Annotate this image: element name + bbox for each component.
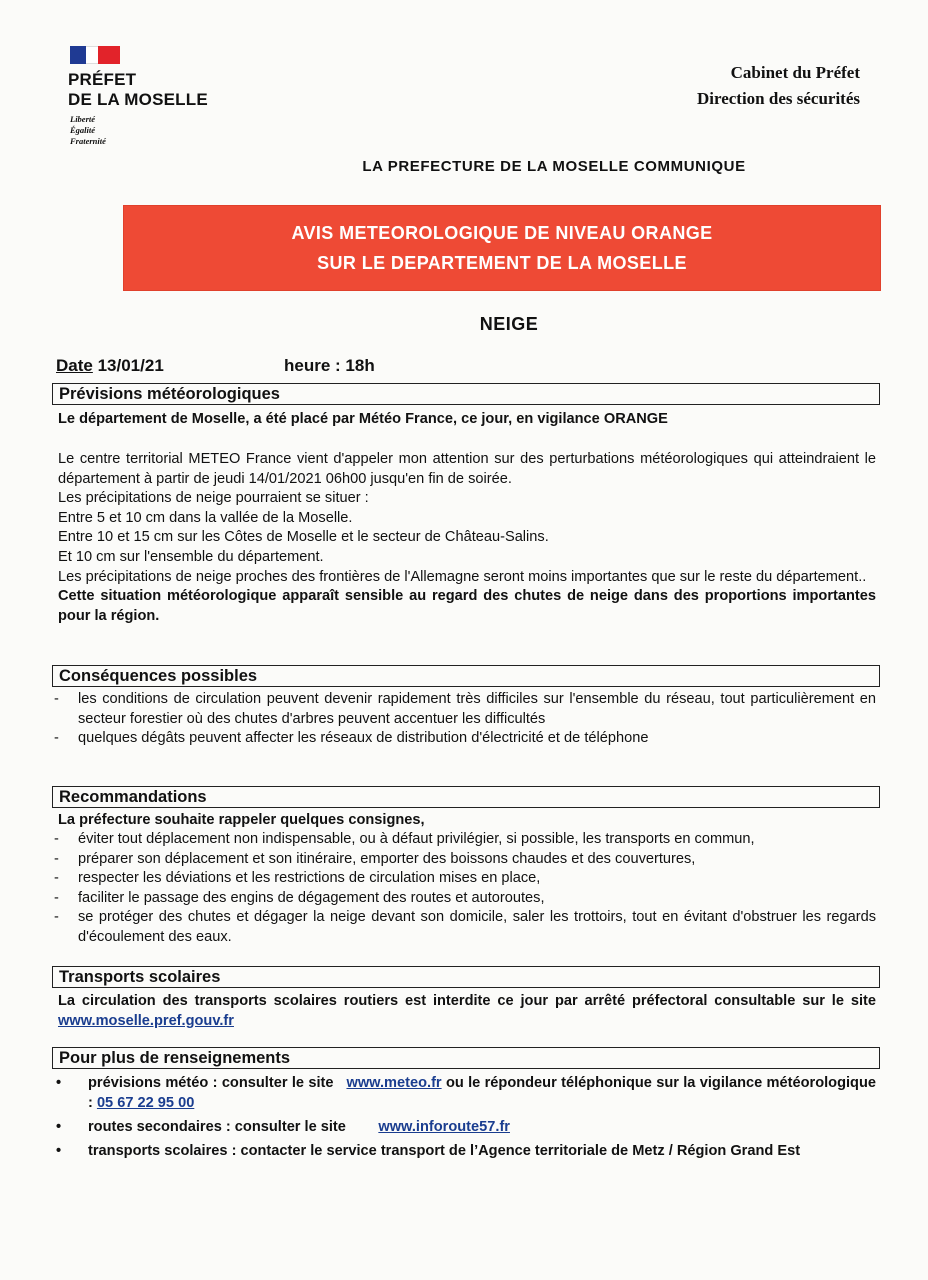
motto-egalite: Égalité (70, 125, 96, 135)
previsions-body (58, 450, 876, 626)
renseignements-list (52, 1073, 876, 1161)
marianne-flag-logo (70, 46, 120, 64)
transports-text (58, 992, 876, 1031)
transport-contact: transports scolaires : contacter le service transport de l’Agence territoriale de Metz / Région Grand Est (88, 1143, 801, 1159)
renseignements-heading: Pour plus de renseignements (52, 1047, 880, 1069)
previsions-p7: Cette situation météorologique apparaît sensible au regard des chutes de neige dans des proportions importantes pour la région. (58, 588, 876, 624)
vigilance-phone-number[interactable]: 05 67 22 95 00 (96, 1095, 195, 1111)
meteo-rest: ou le répondeur téléphonique sur la vigilance météorologique : (88, 1075, 876, 1111)
meteo-link[interactable]: www.meteo.fr (346, 1075, 442, 1091)
inforoute-link[interactable]: www.inforoute57.fr (378, 1119, 510, 1135)
alert-line-1: AVIS METEOROLOGIQUE DE NIVEAU ORANGE (291, 223, 713, 243)
motto-liberte: Liberté (70, 114, 96, 124)
list-item: - éviter tout déplacement non indispensable, ou à défaut privilégier, si possible, les transports en commun, (54, 831, 755, 847)
phenomenon-title: NEIGE (479, 314, 539, 334)
hour-label: heure (284, 356, 331, 375)
list-item: - quelques dégâts peuvent affecter les réseaux de distribution d'électricité et de téléphone (54, 730, 649, 747)
list-item: • routes secondaires : consulter le site www.inforoute57.fr (56, 1119, 510, 1135)
logo-line-2: DE LA MOSELLE (68, 90, 208, 109)
hour-value: : 18h (335, 356, 375, 375)
previsions-p6: Les précipitations de neige proches des frontières de l'Allemagne seront moins importantes que sur le reste du département.. (58, 568, 867, 585)
previsions-p5: Et 10 cm sur l'ensemble du département. (58, 548, 324, 565)
previsions-p3: Entre 5 et 10 cm dans la vallée de la Moselle. (58, 509, 353, 526)
list-item: - se protéger des chutes et dégager la neige devant son domicile, saler les trottoirs, tout en évitant d'obstruer les regards d'écoulement des eaux. (54, 909, 876, 945)
date-label: Date (56, 356, 93, 375)
list-item: - respecter les déviations et les restrictions de circulation mises en place, (54, 870, 541, 887)
previsions-p4: Entre 10 et 15 cm sur les Côtes de Moselle et le secteur de Château-Salins. (58, 529, 549, 546)
orange-alert-banner (124, 206, 880, 290)
recommandations-heading: Recommandations (52, 786, 880, 808)
hour-line (284, 356, 375, 376)
list-item: • transports scolaires : contacter le service transport de l’Agence territoriale de Metz / Région Grand Est (52, 1141, 876, 1161)
motto-fraternite: Fraternité (70, 136, 106, 146)
moselle-pref-link[interactable]: www.moselle.pref.gouv.fr (58, 1012, 234, 1029)
recommandations-intro: La préfecture souhaite rappeler quelques consignes, (58, 812, 425, 828)
meteo-label: prévisions météo : consulter le site (88, 1075, 334, 1091)
date-value: 13/01/21 (97, 356, 164, 375)
list-item: - les conditions de circulation peuvent devenir rapidement très difficiles sur l'ensemble du réseau, tout particulièrement en secteur forestier où des chutes d'arbres peuvent accentuer les difficultés (54, 691, 876, 727)
list-item: - faciliter le passage des engins de dégagement des routes et autoroutes, (54, 889, 545, 906)
republic-motto (70, 114, 106, 147)
transports-body: La circulation des transports scolaires routiers est interdite ce jour par arrêté préfectoral consultable sur le site (58, 993, 876, 1009)
consequences-heading: Conséquences possibles (52, 665, 880, 687)
list-item: • prévisions météo : consulter le site www.meteo.fr ou le répondeur téléphonique sur la vigilance météorologique : 05 67 22 95 00 (56, 1075, 876, 1111)
previsions-heading: Prévisions météorologiques (52, 383, 880, 405)
cabinet-title: Cabinet du Préfet (730, 63, 860, 82)
recommandations-list (52, 830, 876, 948)
previsions-p2: Les précipitations de neige pourraient se situer : (58, 490, 369, 507)
prefet-logo-text (68, 70, 208, 110)
consequences-list (52, 690, 876, 749)
list-item: - préparer son déplacement et son itinéraire, emporter des boissons chaudes et des couvertures, (54, 850, 696, 867)
alert-line-2: SUR LE DEPARTEMENT DE LA MOSELLE (317, 253, 687, 273)
previsions-intro: Le département de Moselle, a été placé par Météo France, ce jour, en vigilance ORANGE (58, 411, 668, 427)
transports-heading: Transports scolaires (52, 966, 880, 988)
logo-line-1: PRÉFET (68, 70, 137, 89)
issuer-block (697, 60, 860, 112)
direction-title: Direction des sécurités (696, 89, 860, 108)
communique-heading: LA PREFECTURE DE LA MOSELLE COMMUNIQUE (362, 158, 746, 175)
date-line (56, 356, 164, 376)
routes-label: routes secondaires : consulter le site (88, 1119, 346, 1135)
previsions-p1: Le centre territorial METEO France vient d'appeler mon attention sur des perturbations météorologiques qui atteindraient le département à partir de jeudi 14/01/2021 06h00 jusqu'en fin de soirée. (58, 451, 876, 487)
